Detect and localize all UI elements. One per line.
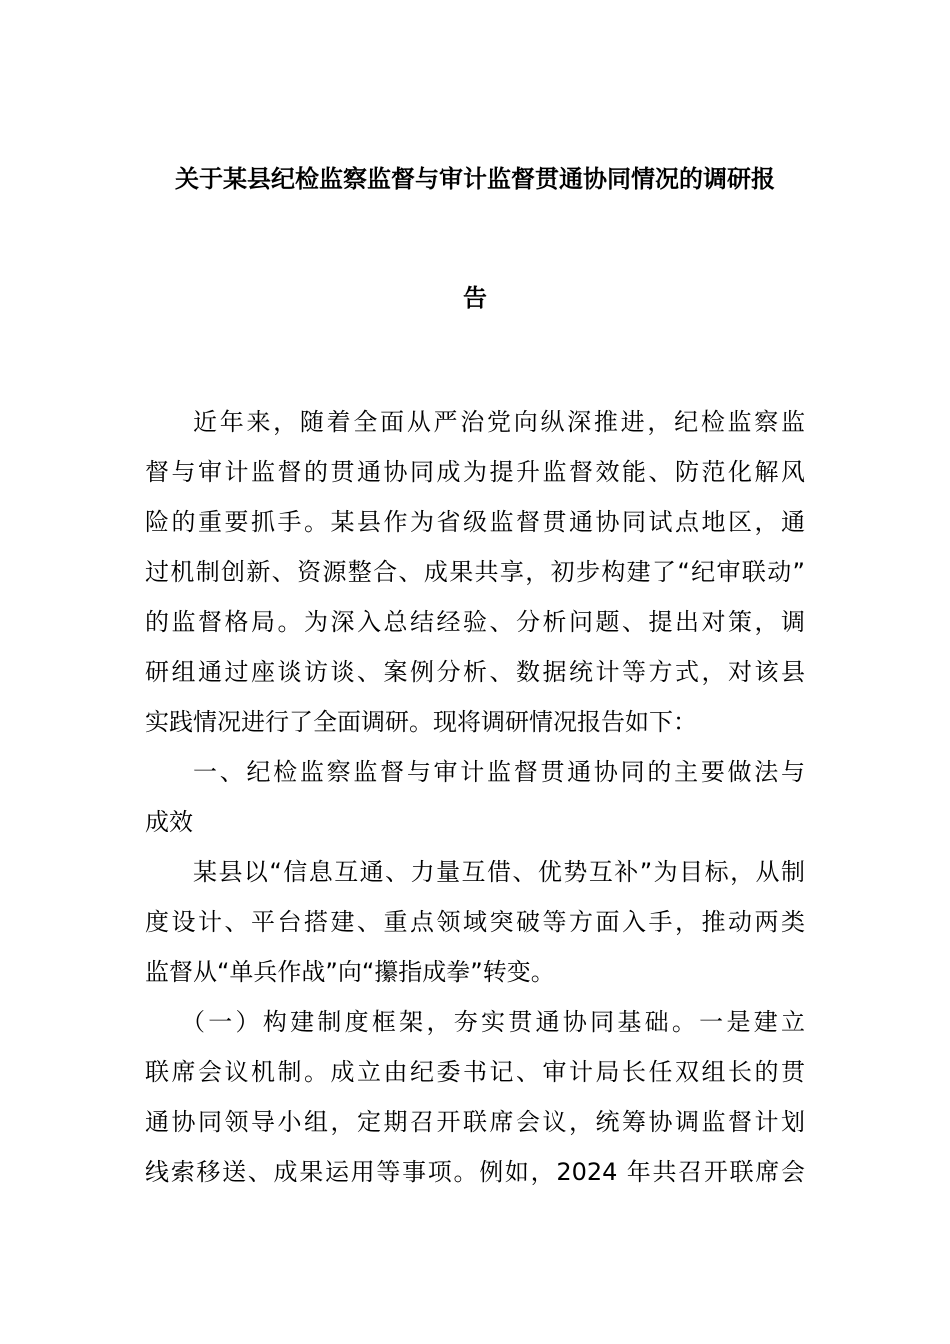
paragraph-line: 近年来，随着全面从严治党向纵深推进，纪检监察监 — [193, 408, 805, 436]
paragraph-line: 度设计、平台搭建、重点领域突破等方面入手，推动两类 — [145, 908, 805, 936]
paragraph-line: 过机制创新、资源整合、成果共享，初步构建了“纪审联动” — [145, 558, 805, 586]
document-title-line-1: 关于某县纪检监察监督与审计监督贯通协同情况的调研报 — [175, 165, 775, 193]
paragraph-line: 联席会议机制。成立由纪委书记、审计局长任双组长的贯 — [145, 1058, 805, 1086]
paragraph-line: 通协同领导小组，定期召开联席会议，统筹协调监督计划 — [145, 1108, 805, 1136]
paragraph-line: 的监督格局。为深入总结经验、分析问题、提出对策，调 — [145, 608, 805, 636]
paragraph-line: 研组通过座谈访谈、案例分析、数据统计等方式，对该县 — [145, 658, 805, 686]
paragraph-line: 督与审计监督的贯通协同成为提升监督效能、防范化解风 — [145, 458, 805, 486]
section-heading-line: 一、纪检监察监督与审计监督贯通协同的主要做法与 — [193, 758, 805, 786]
paragraph-line: 险的重要抓手。某县作为省级监督贯通协同试点地区，通 — [145, 508, 805, 536]
paragraph-line: 线索移送、成果运用等事项。例如，2024 年共召开联席会 — [145, 1158, 805, 1186]
subsection-line: （一）构建制度框架，夯实贯通协同基础。一是建立 — [181, 1008, 805, 1036]
document-title-line-2: 告 — [463, 284, 487, 312]
paragraph-line: 监督从“单兵作战”向“攥指成拳”转变。 — [145, 958, 555, 986]
paragraph-line: 实践情况进行了全面调研。现将调研情况报告如下： — [145, 708, 697, 736]
paragraph-line: 某县以“信息互通、力量互借、优势互补”为目标，从制 — [193, 858, 805, 886]
section-heading-line: 成效 — [145, 808, 193, 836]
